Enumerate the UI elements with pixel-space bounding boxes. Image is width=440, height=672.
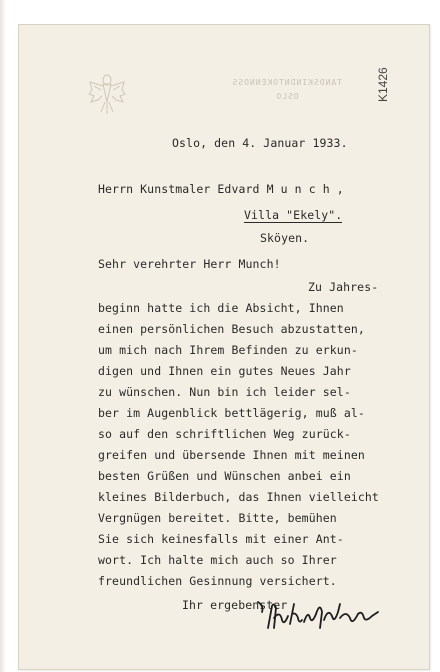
body-line: Sie sich keinesfalls mit einer Ant-: [98, 532, 344, 546]
letterhead-emboss-line1: TANDSKINDNTOKENNOSS: [231, 78, 342, 87]
handwritten-signature: [254, 598, 384, 634]
date-line: Oslo, den 4. Januar 1933.: [172, 136, 348, 150]
body-line: greifen und übersende Ihnen mit meinen: [98, 448, 365, 462]
body-line: um mich nach Ihrem Befinden zu erkun-: [98, 343, 358, 357]
address-line2: Villa "Ekely".: [244, 208, 343, 222]
closing: Ihr ergebenster: [182, 598, 288, 612]
body-line: beginn hatte ich die Absicht, Ihnen: [98, 301, 344, 315]
body-line: besten Grüßen und Wünschen anbei ein: [98, 469, 351, 483]
body-line: zu wünschen. Nun bin ich leider sel-: [98, 385, 351, 399]
body-line: kleines Bilderbuch, das Ihnen vielleicht: [98, 490, 379, 504]
eagle-emblem-icon: [88, 72, 126, 116]
body-line: so auf den schriftlichen Weg zurück-: [98, 427, 351, 441]
body-line: digen und Ihnen ein gutes Neues Jahr: [98, 364, 351, 378]
body-line: einen persönlichen Besuch abzustatten,: [98, 322, 365, 336]
body-line: Zu Jahres-: [308, 280, 379, 294]
letterhead-emboss-line2: OSLO: [275, 92, 299, 101]
archive-number: [376, 58, 390, 102]
body-line: Vergnügen bereitet. Bitte, bemühen: [98, 511, 337, 525]
body-line: ber im Augenblick bettlägerig, muß al-: [98, 406, 365, 420]
letterhead-emboss: [232, 76, 342, 104]
address-line3: Sköyen.: [260, 231, 310, 245]
salutation: Sehr verehrter Herr Munch!: [98, 257, 281, 271]
address-line1: Herrn Kunstmaler Edvard M u n c h ,: [98, 182, 344, 196]
body-line: freundlichen Gesinnung versichert.: [98, 574, 337, 588]
body-line: wort. Ich halte mich auch so Ihrer: [98, 553, 337, 567]
archive-number-text: K1426: [376, 67, 390, 102]
page-edge: [0, 0, 6, 672]
